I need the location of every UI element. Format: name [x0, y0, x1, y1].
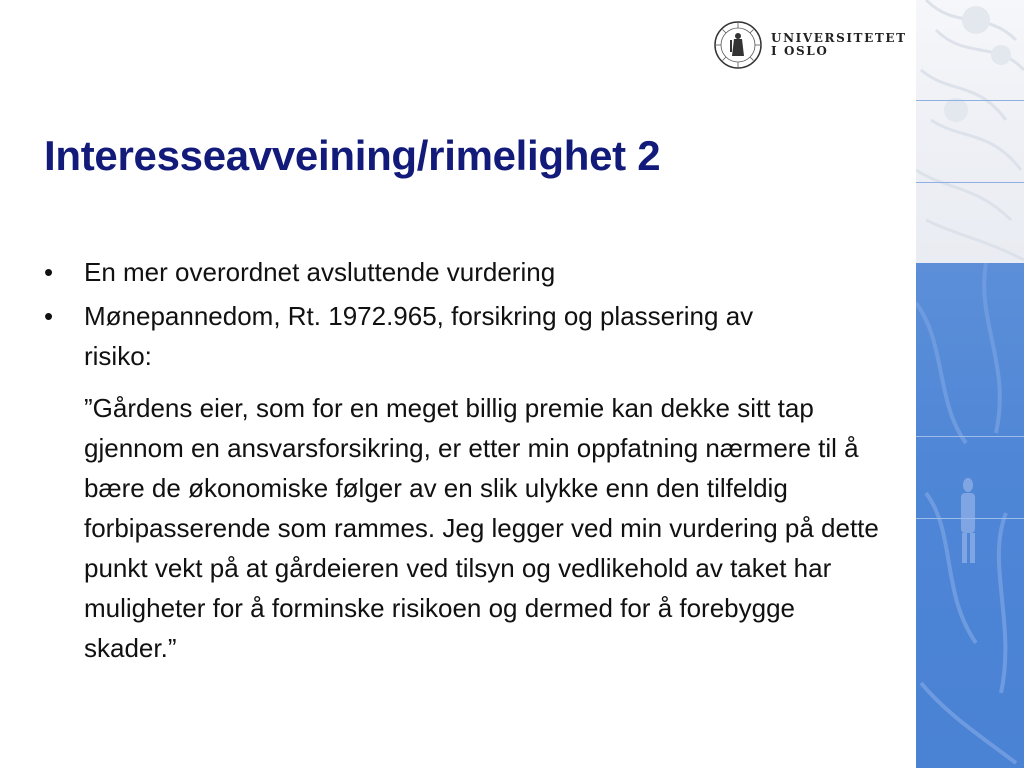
bullet-list: [44, 252, 894, 376]
bullet-text: En mer overordnet avsluttende vurdering: [84, 257, 556, 287]
figure-silhouette-graphic: [916, 263, 1024, 768]
strip-divider-line: [916, 436, 1024, 437]
bullet-icon: •: [44, 301, 54, 331]
quote-paragraph: ”Gårdens eier, som for en meget billig premie kan dekke sitt tap gjennom en ansvarsforsikring, er etter min oppfatning nærmere til å bære de økonomiske følger av en slik ulykke enn den tilfeldig forbipasserende som rammes. Jeg legger ved min vurdering på dette punkt vekt på at gårdeieren ved tilsyn og vedlikehold av taket har muligheter for å forminske risikoen og dermed for å forebygge skader.”: [84, 393, 879, 663]
bullet-item: [44, 296, 764, 376]
university-logo: [713, 20, 907, 70]
logo-line-1: UNIVERSITETET: [771, 31, 907, 45]
statue-head-graphic: [916, 0, 1024, 263]
strip-divider-line: [916, 100, 1024, 101]
university-seal-icon: [713, 20, 763, 70]
bullet-item: [44, 252, 894, 292]
slide-title: Interesseavveining/rimelighet 2: [44, 132, 661, 179]
strip-divider-line: [916, 518, 1024, 519]
bullet-text: Mønepannedom, Rt. 1972.965, forsikring og plassering av risiko:: [84, 301, 754, 371]
strip-divider-line: [916, 182, 1024, 183]
bullet-icon: •: [44, 257, 54, 287]
decorative-statue-panel: [916, 0, 1024, 263]
slide-content: [44, 252, 894, 668]
decorative-blue-panel: [916, 263, 1024, 768]
logo-line-2: I OSLO: [771, 44, 829, 58]
